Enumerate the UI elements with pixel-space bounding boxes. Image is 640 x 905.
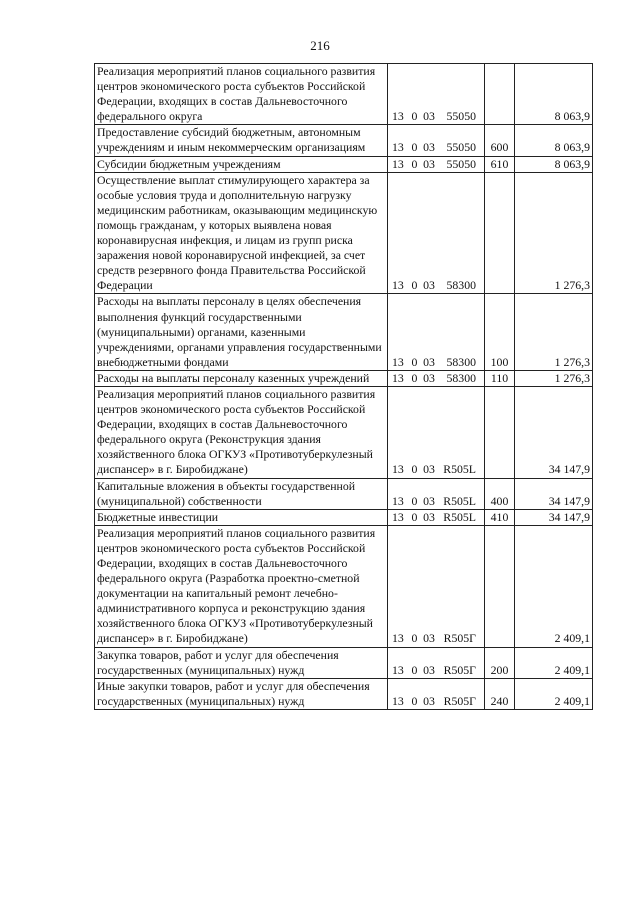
expense-type-cell: 610 <box>485 156 515 172</box>
expense-name-cell: Закупка товаров, работ и услуг для обеспечения государственных (муниципальных) нужд <box>95 647 388 678</box>
main-measure-code: 03 <box>423 156 435 171</box>
expense-type-cell: 400 <box>485 478 515 509</box>
expense-type-cell: 110 <box>485 370 515 386</box>
program-code: 13 <box>392 509 404 524</box>
main-measure-code: 03 <box>423 140 435 155</box>
target-article-code-cell <box>388 156 485 172</box>
expense-type-cell <box>485 172 515 294</box>
subprogram-code: 0 <box>411 631 418 646</box>
program-code: 13 <box>392 109 404 124</box>
subprogram-code: 0 <box>411 509 418 524</box>
expense-name-cell: Субсидии бюджетным учреждениям <box>95 156 388 172</box>
expense-name-cell: Предоставление субсидий бюджетным, автономным учреждениям и иным некоммерческим организациям <box>95 125 388 156</box>
table-row <box>95 125 593 156</box>
amount-cell: 1 276,3 <box>515 370 593 386</box>
expense-type-cell <box>485 64 515 125</box>
amount-cell: 34 147,9 <box>515 478 593 509</box>
main-measure-code: 03 <box>423 370 435 385</box>
amount-cell: 1 276,3 <box>515 172 593 294</box>
table-row <box>95 156 593 172</box>
amount-cell: 8 063,9 <box>515 156 593 172</box>
expense-type-cell: 200 <box>485 647 515 678</box>
program-code: 13 <box>392 140 404 155</box>
main-measure-code: 03 <box>423 662 435 677</box>
expense-type-cell: 600 <box>485 125 515 156</box>
main-measure-code: 03 <box>423 693 435 708</box>
target-article-code-cell <box>388 125 485 156</box>
subprogram-code: 0 <box>411 462 418 477</box>
program-code: 13 <box>392 278 404 293</box>
program-code: 13 <box>392 662 404 677</box>
direction-code: 58300 <box>446 278 476 293</box>
expense-name-cell: Расходы на выплаты персоналу в целях обеспечения выполнения функций государственными (муниципальными) органами, казенными учреждениями, органами управления государственными внебюджетными фондами <box>95 294 388 370</box>
subprogram-code: 0 <box>411 693 418 708</box>
subprogram-code: 0 <box>411 278 418 293</box>
budget-table <box>94 63 593 710</box>
table-row <box>95 678 593 709</box>
amount-cell: 34 147,9 <box>515 509 593 525</box>
subprogram-code: 0 <box>411 140 418 155</box>
subprogram-code: 0 <box>411 354 418 369</box>
main-measure-code: 03 <box>423 354 435 369</box>
direction-code: 58300 <box>446 354 476 369</box>
main-measure-code: 03 <box>423 462 435 477</box>
program-code: 13 <box>392 156 404 171</box>
expense-name-cell: Реализация мероприятий планов социального развития центров экономического роста субъектов Российской Федерации, входящих в состав Дальневосточного федерального округа <box>95 64 388 125</box>
expense-type-cell: 410 <box>485 509 515 525</box>
direction-code: R505Г <box>443 662 476 677</box>
main-measure-code: 03 <box>423 493 435 508</box>
table-row <box>95 294 593 370</box>
target-article-code-cell <box>388 525 485 647</box>
expense-type-cell <box>485 386 515 478</box>
program-code: 13 <box>392 493 404 508</box>
subprogram-code: 0 <box>411 370 418 385</box>
subprogram-code: 0 <box>411 109 418 124</box>
expense-name-cell: Иные закупки товаров, работ и услуг для обеспечения государственных (муниципальных) нужд <box>95 678 388 709</box>
program-code: 13 <box>392 462 404 477</box>
main-measure-code: 03 <box>423 278 435 293</box>
direction-code: R505L <box>443 462 476 477</box>
direction-code: R505Г <box>443 631 476 646</box>
target-article-code-cell <box>388 678 485 709</box>
table-row <box>95 478 593 509</box>
expense-name-cell: Осуществление выплат стимулирующего характера за особые условия труда и дополнительную нагрузку медицинским работникам, оказывающим медицинскую помощь гражданам, у которых выявлена новая коронавирусная инфекция, и лицам из групп риска заражения новой коронавирусной инфекцией, за счет средств резервного фонда Правительства Российской Федерации <box>95 172 388 294</box>
direction-code: 58300 <box>446 370 476 385</box>
expense-type-cell: 100 <box>485 294 515 370</box>
subprogram-code: 0 <box>411 493 418 508</box>
main-measure-code: 03 <box>423 631 435 646</box>
program-code: 13 <box>392 354 404 369</box>
subprogram-code: 0 <box>411 156 418 171</box>
amount-cell: 8 063,9 <box>515 125 593 156</box>
direction-code: 55050 <box>446 109 476 124</box>
table-row <box>95 386 593 478</box>
target-article-code-cell <box>388 64 485 125</box>
budget-table-body <box>95 64 593 710</box>
page-number: 216 <box>310 38 330 53</box>
subprogram-code: 0 <box>411 662 418 677</box>
target-article-code-cell <box>388 294 485 370</box>
expense-name-cell: Бюджетные инвестиции <box>95 509 388 525</box>
target-article-code-cell <box>388 386 485 478</box>
direction-code: R505L <box>443 493 476 508</box>
target-article-code-cell <box>388 172 485 294</box>
expense-type-cell <box>485 525 515 647</box>
direction-code: 55050 <box>446 156 476 171</box>
amount-cell: 2 409,1 <box>515 647 593 678</box>
target-article-code-cell <box>388 370 485 386</box>
target-article-code-cell <box>388 647 485 678</box>
expense-name-cell: Расходы на выплаты персоналу казенных учреждений <box>95 370 388 386</box>
target-article-code-cell <box>388 509 485 525</box>
expense-name-cell: Реализация мероприятий планов социального развития центров экономического роста субъектов Российской Федерации, входящих в состав Дальневосточного федерального округа (Разработка проектно-сметной документации на капитальный ремонт лечебно-административного корпуса и реконструкцию здания хозяйственного блока ОГКУЗ «Противотуберкулезный диспансер» в г. Биробиджане) <box>95 525 388 647</box>
program-code: 13 <box>392 631 404 646</box>
target-article-code-cell <box>388 478 485 509</box>
main-measure-code: 03 <box>423 109 435 124</box>
main-measure-code: 03 <box>423 509 435 524</box>
table-row <box>95 509 593 525</box>
table-row <box>95 647 593 678</box>
table-row <box>95 172 593 294</box>
table-row <box>95 525 593 647</box>
direction-code: R505L <box>443 509 476 524</box>
expense-name-cell: Капитальные вложения в объекты государственной (муниципальной) собственности <box>95 478 388 509</box>
amount-cell: 2 409,1 <box>515 678 593 709</box>
amount-cell: 34 147,9 <box>515 386 593 478</box>
direction-code: R505Г <box>443 693 476 708</box>
amount-cell: 8 063,9 <box>515 64 593 125</box>
amount-cell: 2 409,1 <box>515 525 593 647</box>
table-row <box>95 370 593 386</box>
direction-code: 55050 <box>446 140 476 155</box>
table-row <box>95 64 593 125</box>
expense-name-cell: Реализация мероприятий планов социального развития центров экономического роста субъектов Российской Федерации, входящих в состав Дальневосточного федерального округа (Реконструкция здания хозяйственного блока ОГКУЗ «Противотуберкулезный диспансер» в г. Биробиджане) <box>95 386 388 478</box>
program-code: 13 <box>392 370 404 385</box>
program-code: 13 <box>392 693 404 708</box>
expense-type-cell: 240 <box>485 678 515 709</box>
amount-cell: 1 276,3 <box>515 294 593 370</box>
